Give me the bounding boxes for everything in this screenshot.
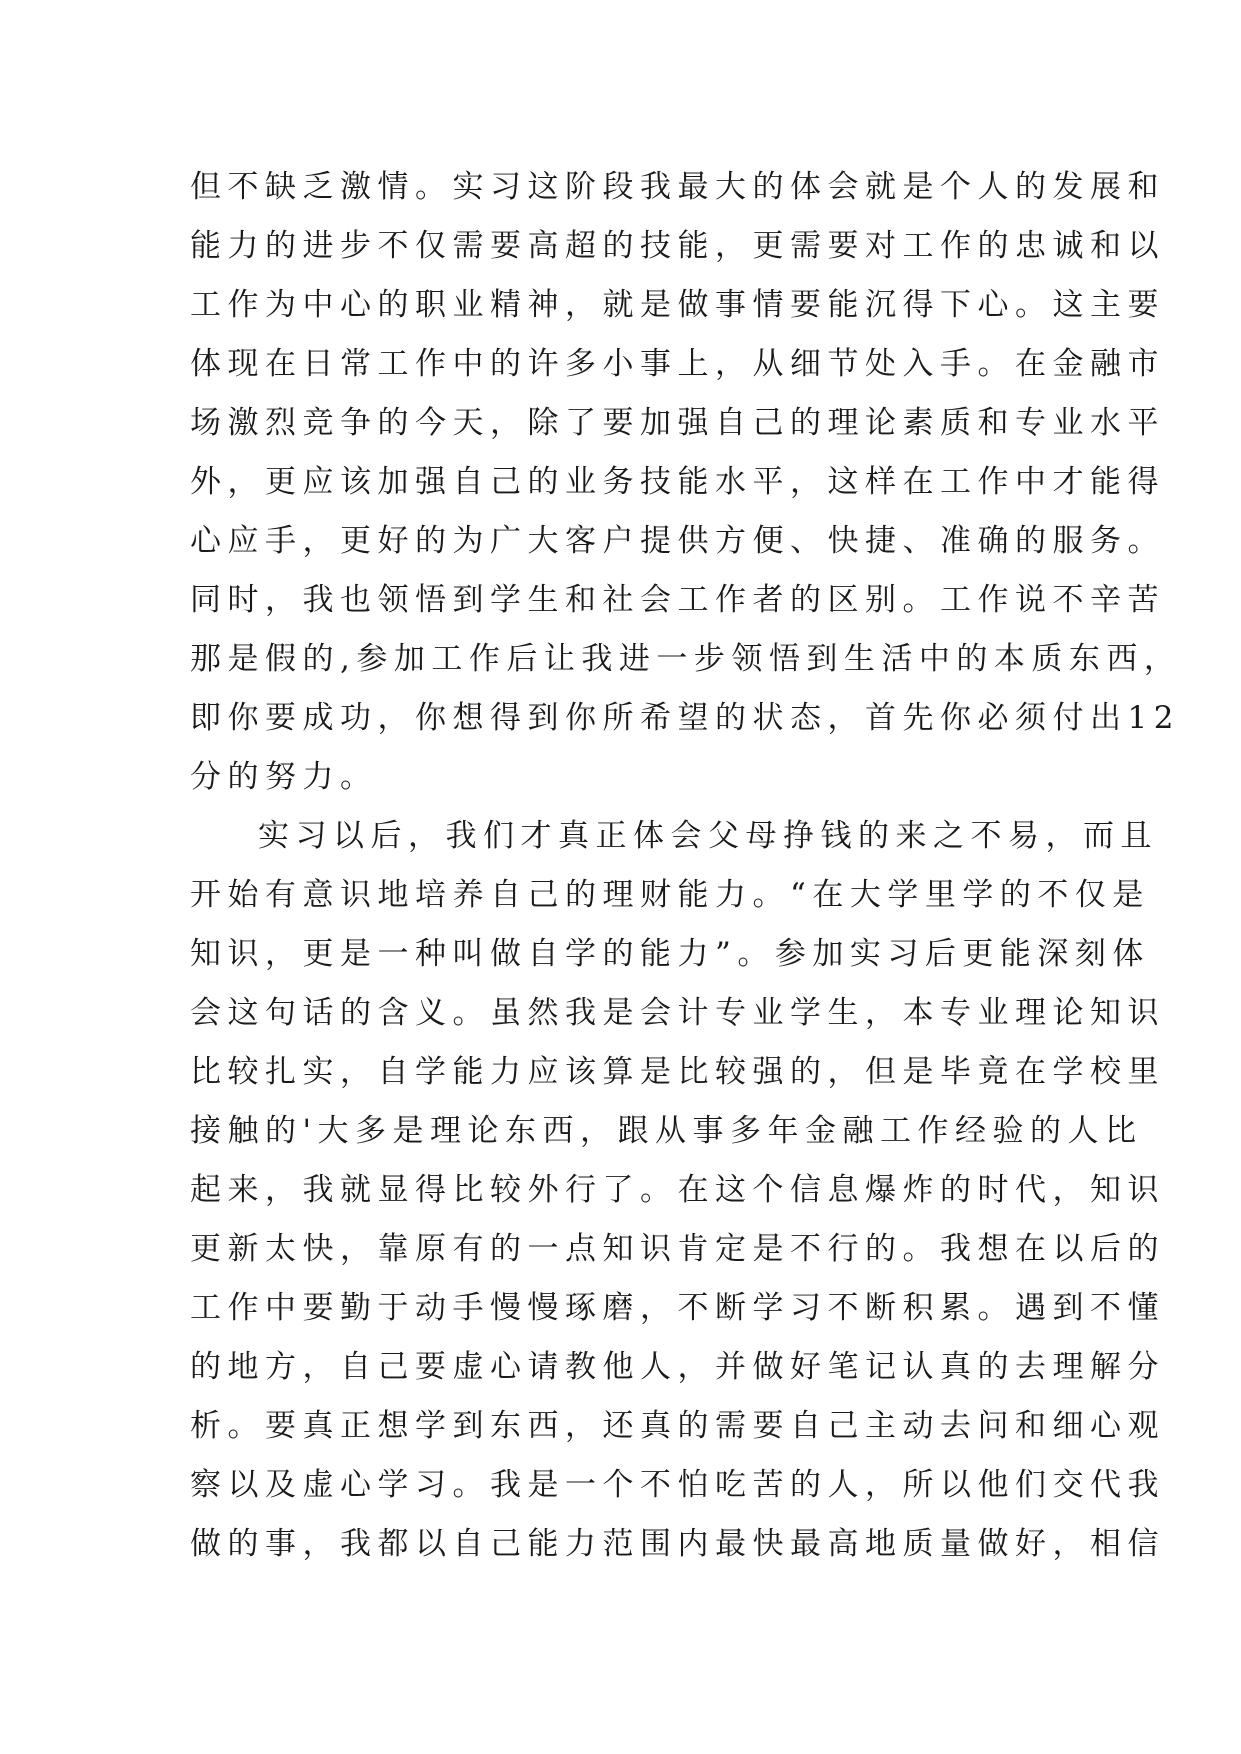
paragraph-2 — [190, 807, 1165, 1574]
text-line: 但不缺乏激情。实习这阶段我最大的体会就是个人的发展和 — [190, 169, 1165, 205]
text-line: 外，更应该加强自己的业务技能水平，这样在工作中才能得 — [190, 464, 1165, 500]
text-line: 工作中要勤于动手慢慢琢磨，不断学习不断积累。遇到不懂 — [190, 1290, 1165, 1326]
text-line: 同时，我也领悟到学生和社会工作者的区别。工作说不辛苦 — [190, 582, 1165, 618]
text-line: 实习以后，我们才真正体会父母挣钱的来之不易，而且 — [258, 818, 1158, 854]
text-line: 体现在日常工作中的许多小事上，从细节处入手。在金融市 — [190, 346, 1165, 382]
text-line: 那是假的,参加工作后让我进一步领悟到生活中的本质东西， — [190, 641, 1182, 677]
paragraph-1 — [190, 158, 1182, 807]
text-line: 开始有意识地培养自己的理财能力。“在大学里学的不仅是 — [190, 877, 1150, 913]
text-line: 心应手，更好的为广大客户提供方便、快捷、准确的服务。 — [190, 523, 1165, 559]
text-line: 比较扎实，自学能力应该算是比较强的，但是毕竟在学校里 — [190, 1054, 1165, 1090]
text-line: 察以及虚心学习。我是一个不怕吃苦的人，所以他们交代我 — [190, 1467, 1165, 1503]
text-line: 析。要真正想学到东西，还真的需要自己主动去问和细心观 — [190, 1408, 1165, 1444]
text-line: 工作为中心的职业精神，就是做事情要能沉得下心。这主要 — [190, 287, 1165, 323]
text-line: 的地方，自己要虚心请教他人，并做好笔记认真的去理解分 — [190, 1349, 1165, 1385]
text-line: 能力的进步不仅需要高超的技能，更需要对工作的忠诚和以 — [190, 228, 1165, 264]
text-line: 做的事，我都以自己能力范围内最快最高地质量做好，相信 — [190, 1526, 1165, 1562]
text-line: 接触的'大多是理论东西，跟从事多年金融工作经验的人比 — [190, 1113, 1143, 1149]
text-line: 即你要成功，你想得到你所希望的状态，首先你必须付出12 — [190, 700, 1180, 736]
text-line: 起来，我就显得比较外行了。在这个信息爆炸的时代，知识 — [190, 1172, 1165, 1208]
text-line: 知识，更是一种叫做自学的能力”。参加实习后更能深刻体 — [190, 936, 1150, 972]
text-line: 场激烈竞争的今天，除了要加强自己的理论素质和专业水平 — [190, 405, 1165, 441]
text-line: 分的努力。 — [190, 759, 378, 795]
document-body — [190, 158, 1182, 1574]
text-line: 会这句话的含义。虽然我是会计专业学生，本专业理论知识 — [190, 995, 1165, 1031]
text-line: 更新太快，靠原有的一点知识肯定是不行的。我想在以后的 — [190, 1231, 1165, 1267]
